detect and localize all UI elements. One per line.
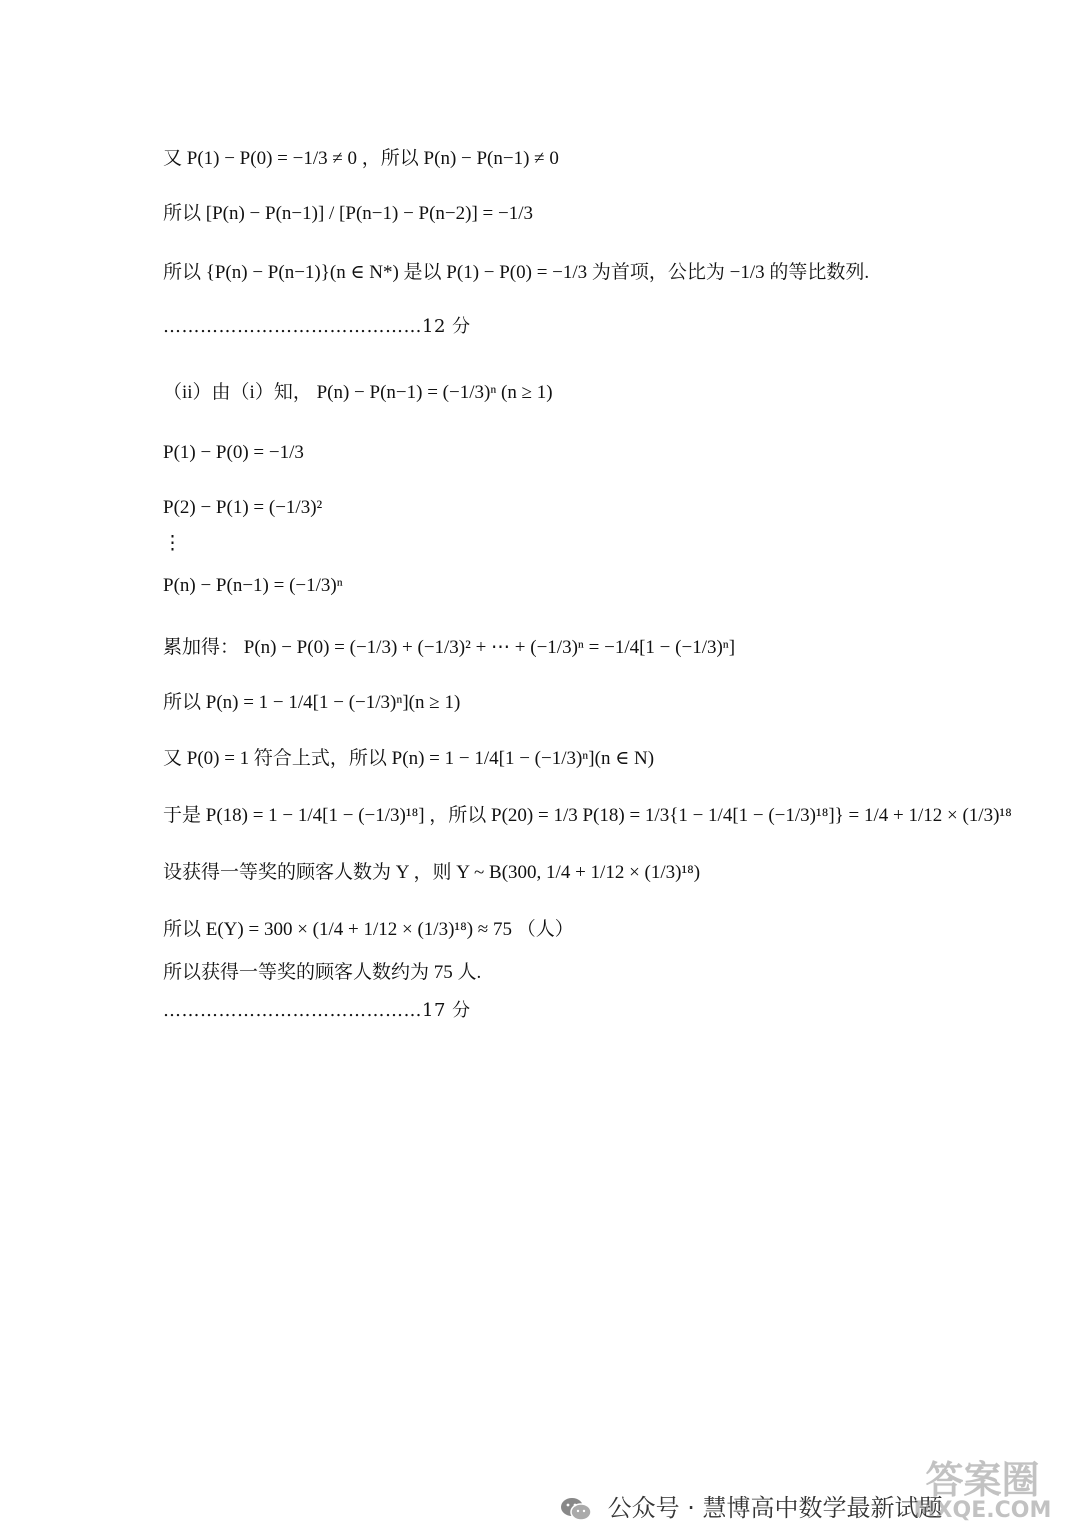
watermark-top: 答案圈 bbox=[925, 1458, 1040, 1502]
line-6: P(1) − P(0) = −1/3 bbox=[163, 442, 304, 463]
line-1: 又 P(1) − P(0) = −1/3 ≠ 0 ，所以 P(n) − P(n−1) ≠ 0 bbox=[163, 148, 559, 169]
line-10: 累加得： P(n) − P(0) = (−1/3) + (−1/3)² + ⋯ + (−1/3)ⁿ = −1/4[1 − (−1/3)ⁿ] bbox=[163, 637, 736, 658]
line-9: P(n) − P(n−1) = (−1/3)ⁿ bbox=[163, 575, 343, 596]
line-12: 又 P(0) = 1 符合上式，所以 P(n) = 1 − 1/4[1 − (−1/3)ⁿ](n ∈ N) bbox=[163, 748, 655, 769]
score-line-12: ……………………………………12 分 bbox=[163, 316, 471, 337]
line-15: 所以 E(Y) = 300 × (1/4 + 1/12 × (1/3)¹⁸) ≈ 75 （人） bbox=[163, 919, 574, 940]
line-7: P(2) − P(1) = (−1/3)² bbox=[163, 497, 323, 518]
wechat-icon bbox=[560, 1496, 592, 1522]
line-2: 所以 [P(n) − P(n−1)] / [P(n−1) − P(n−2)] = −1/3 bbox=[163, 203, 534, 224]
line-16: 所以获得一等奖的顾客人数约为 75 人. bbox=[163, 962, 482, 983]
footer-source-text: 公众号 · 慧博高中数学最新试题 bbox=[607, 1494, 943, 1522]
line-3: 所以 {P(n) − P(n−1)}(n ∈ N*) 是以 P(1) − P(0) = −1/3 为首项，公比为 −1/3 的等比数列. bbox=[163, 262, 870, 283]
line-14: 设获得一等奖的顾客人数为 Y ，则 Y ~ B(300, 1/4 + 1/12 × (1/3)¹⁸) bbox=[163, 862, 701, 883]
line-5: （ii）由（i）知， P(n) − P(n−1) = (−1/3)ⁿ (n ≥ 1) bbox=[163, 382, 553, 403]
line-13: 于是 P(18) = 1 − 1/4[1 − (−1/3)¹⁸] ，所以 P(20) = 1/3 P(18) = 1/3{1 − 1/4[1 − (−1/3)¹⁸]} = 1/4 + 1/12 × (1/3)¹⁸ bbox=[163, 805, 1012, 826]
line-8: ⋮ bbox=[163, 533, 182, 554]
score-line-17: ……………………………………17 分 bbox=[163, 1000, 471, 1021]
footer-source bbox=[560, 1488, 943, 1523]
watermark-bottom: MXQE.COM bbox=[913, 1498, 1052, 1523]
watermark bbox=[895, 1460, 1070, 1525]
line-11: 所以 P(n) = 1 − 1/4[1 − (−1/3)ⁿ](n ≥ 1) bbox=[163, 692, 461, 713]
